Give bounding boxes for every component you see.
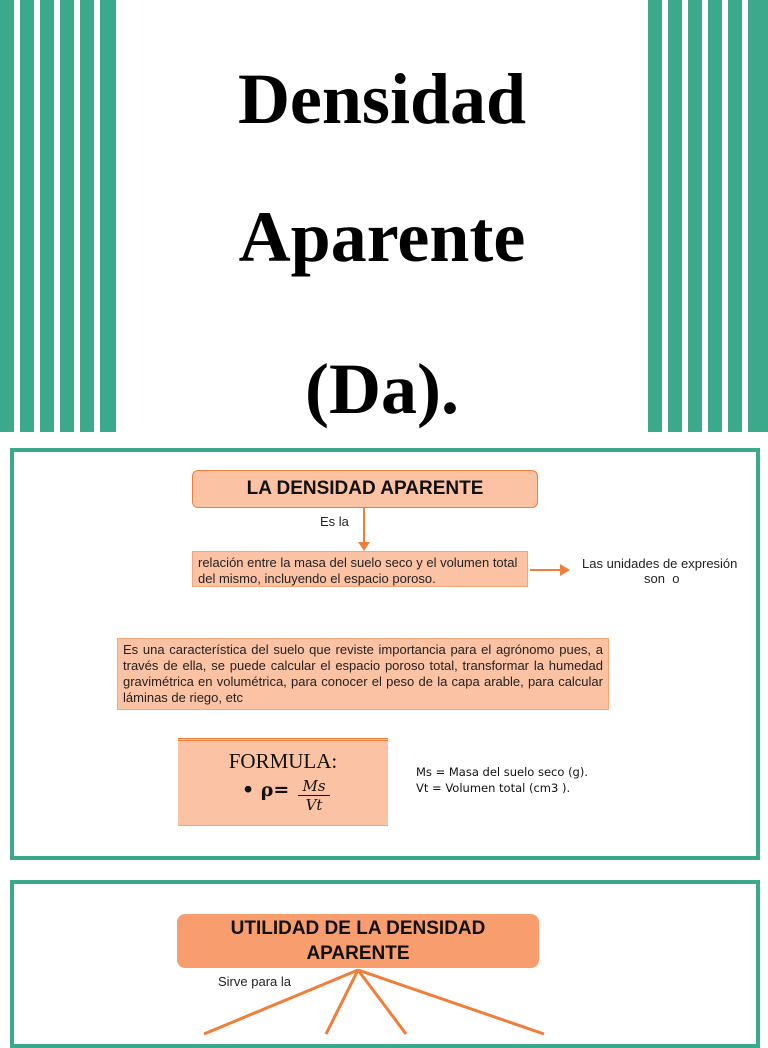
- units-label: Las unidades de expresión: [582, 556, 738, 571]
- utility-slide: [10, 880, 760, 1048]
- units-son-line: son o: [644, 571, 680, 586]
- title-line-2: Aparente: [238, 197, 526, 277]
- definition-box: relación entre la masa del suelo seco y el volumen total del mismo, incluyendo el espacio poroso.: [192, 551, 528, 587]
- concept-map-slide: [10, 448, 760, 860]
- connector-label-es-la: Es la: [320, 514, 349, 529]
- formula-denominator: Vt: [305, 796, 323, 814]
- title-slide: [0, 0, 768, 432]
- importance-box: Es una característica del suelo que reviste importancia para el agrónomo pues, a través de ella, se puede calcular el espacio poroso total, transformar la humedad gravimétrica en volumétrica, para conocer el peso de la capa arable, para calcular láminas de riego, etc: [117, 638, 609, 710]
- definition-ms: Ms = Masa del suelo seco (g).: [416, 765, 589, 779]
- units-note: [582, 556, 762, 586]
- right-stripe-decoration: [648, 0, 768, 432]
- formula-title: FORMULA:: [228, 749, 338, 773]
- utility-header-line-2: APARENTE: [306, 943, 410, 964]
- formula-fraction: [298, 777, 330, 814]
- section-header: LA DENSIDAD APARENTE: [192, 470, 538, 508]
- definition-vt: Vt = Volumen total (cm3 ).: [416, 781, 571, 795]
- formula-box: [178, 738, 388, 826]
- formula-lhs: • ρ=: [242, 779, 290, 801]
- utility-header: [177, 914, 539, 968]
- connector-label-sirve-para: Sirve para la: [218, 974, 291, 989]
- formula-numerator: Ms: [298, 777, 330, 796]
- utility-header-line-1: UTILIDAD DE LA DENSIDAD: [230, 918, 486, 939]
- title-line-1: Densidad: [237, 59, 527, 139]
- formula-definitions: [416, 764, 588, 796]
- title-line-3: (Da).: [305, 349, 459, 429]
- left-stripe-decoration: [0, 0, 116, 432]
